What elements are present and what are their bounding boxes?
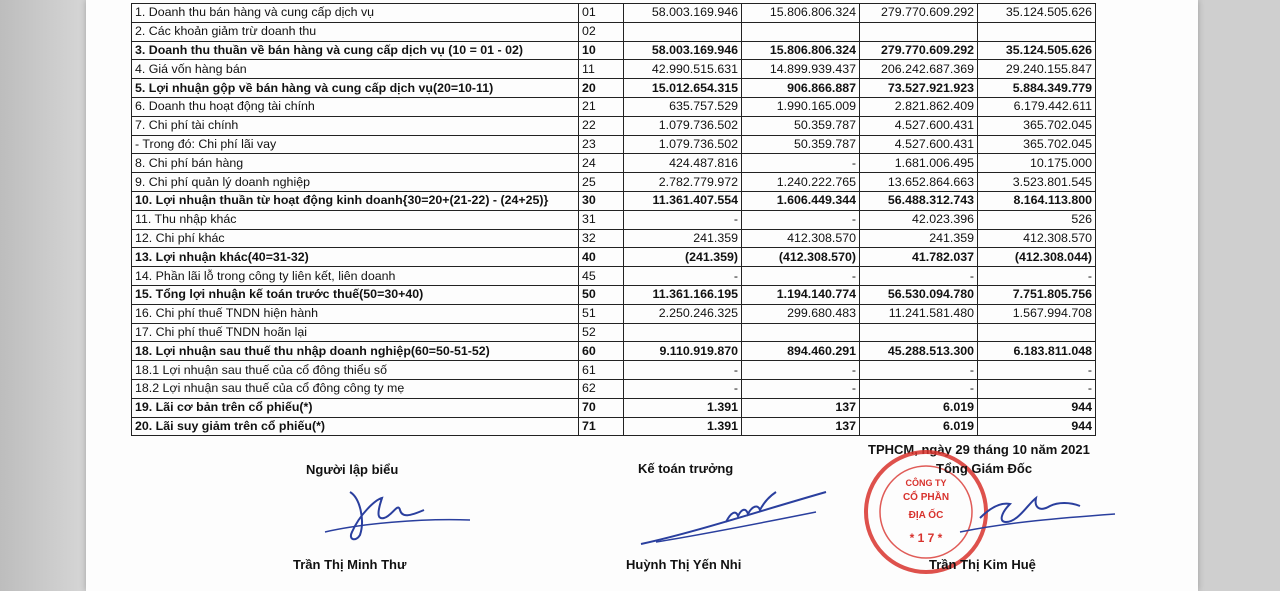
row-value-3 bbox=[860, 323, 978, 342]
preparer-title: Người lập biểu bbox=[306, 462, 399, 477]
row-code: 61 bbox=[579, 361, 624, 380]
row-value-1: 635.757.529 bbox=[624, 97, 742, 116]
row-value-4: 29.240.155.847 bbox=[978, 60, 1096, 79]
row-value-4: 3.523.801.545 bbox=[978, 173, 1096, 192]
row-value-3: 13.652.864.663 bbox=[860, 173, 978, 192]
row-name: 12. Chi phí khác bbox=[132, 229, 579, 248]
row-value-3: 206.242.687.369 bbox=[860, 60, 978, 79]
row-value-2: 894.460.291 bbox=[742, 342, 860, 361]
row-code: 45 bbox=[579, 267, 624, 286]
row-value-2: (412.308.570) bbox=[742, 248, 860, 267]
table-row bbox=[132, 60, 1096, 79]
row-code: 20 bbox=[579, 79, 624, 98]
row-name: 16. Chi phí thuế TNDN hiện hành bbox=[132, 304, 579, 323]
row-value-3: 41.782.037 bbox=[860, 248, 978, 267]
table-row bbox=[132, 229, 1096, 248]
row-value-4: - bbox=[978, 379, 1096, 398]
row-value-3: 42.023.396 bbox=[860, 210, 978, 229]
row-value-3: 73.527.921.923 bbox=[860, 79, 978, 98]
row-name: 4. Giá vốn hàng bán bbox=[132, 60, 579, 79]
director-signature bbox=[940, 478, 1120, 548]
preparer-signature bbox=[320, 480, 480, 550]
row-name: 15. Tổng lợi nhuận kế toán trước thuế(50=30+40) bbox=[132, 285, 579, 304]
row-code: 60 bbox=[579, 342, 624, 361]
row-value-1: 424.487.816 bbox=[624, 154, 742, 173]
row-value-1: 15.012.654.315 bbox=[624, 79, 742, 98]
row-code: 50 bbox=[579, 285, 624, 304]
director-name: Trần Thị Kim Huệ bbox=[929, 557, 1036, 572]
row-value-4: - bbox=[978, 361, 1096, 380]
row-value-1: 2.782.779.972 bbox=[624, 173, 742, 192]
row-name: 9. Chi phí quản lý doanh nghiệp bbox=[132, 173, 579, 192]
row-name: 18. Lợi nhuận sau thuế thu nhập doanh nghiệp(60=50-51-52) bbox=[132, 342, 579, 361]
row-value-3: 6.019 bbox=[860, 417, 978, 436]
row-value-4: 6.179.442.611 bbox=[978, 97, 1096, 116]
row-value-4: 5.884.349.779 bbox=[978, 79, 1096, 98]
row-value-2 bbox=[742, 323, 860, 342]
row-code: 40 bbox=[579, 248, 624, 267]
row-value-2: 299.680.483 bbox=[742, 304, 860, 323]
row-name: - Trong đó: Chi phí lãi vay bbox=[132, 135, 579, 154]
row-value-3: 56.488.312.743 bbox=[860, 191, 978, 210]
row-value-1: 2.250.246.325 bbox=[624, 304, 742, 323]
table-row bbox=[132, 361, 1096, 380]
preparer-name: Trần Thị Minh Thư bbox=[293, 557, 407, 572]
row-value-4: - bbox=[978, 267, 1096, 286]
row-name: 17. Chi phí thuế TNDN hoãn lại bbox=[132, 323, 579, 342]
row-value-3: 279.770.609.292 bbox=[860, 41, 978, 60]
table-row bbox=[132, 4, 1096, 23]
row-value-3 bbox=[860, 22, 978, 41]
row-value-3: 4.527.600.431 bbox=[860, 135, 978, 154]
row-value-3: - bbox=[860, 267, 978, 286]
table-row bbox=[132, 79, 1096, 98]
row-name: 5. Lợi nhuận gộp về bán hàng và cung cấp dịch vụ(20=10-11) bbox=[132, 79, 579, 98]
row-value-2: 1.194.140.774 bbox=[742, 285, 860, 304]
row-value-3: - bbox=[860, 361, 978, 380]
row-value-4: 526 bbox=[978, 210, 1096, 229]
row-code: 21 bbox=[579, 97, 624, 116]
row-code: 51 bbox=[579, 304, 624, 323]
row-value-2: 137 bbox=[742, 417, 860, 436]
row-value-2: - bbox=[742, 267, 860, 286]
row-name: 11. Thu nhập khác bbox=[132, 210, 579, 229]
row-value-2: 50.359.787 bbox=[742, 135, 860, 154]
row-value-3: 241.359 bbox=[860, 229, 978, 248]
table-row bbox=[132, 248, 1096, 267]
row-value-1: 241.359 bbox=[624, 229, 742, 248]
row-value-1: 11.361.407.554 bbox=[624, 191, 742, 210]
row-code: 62 bbox=[579, 379, 624, 398]
row-value-1: 9.110.919.870 bbox=[624, 342, 742, 361]
row-value-1: 1.391 bbox=[624, 398, 742, 417]
table-row bbox=[132, 304, 1096, 323]
row-value-2: 906.866.887 bbox=[742, 79, 860, 98]
row-value-2: 1.606.449.344 bbox=[742, 191, 860, 210]
table-row bbox=[132, 398, 1096, 417]
row-value-1: 58.003.169.946 bbox=[624, 41, 742, 60]
row-code: 25 bbox=[579, 173, 624, 192]
row-value-2: 1.240.222.765 bbox=[742, 173, 860, 192]
row-code: 02 bbox=[579, 22, 624, 41]
row-code: 01 bbox=[579, 4, 624, 23]
row-value-3: 6.019 bbox=[860, 398, 978, 417]
row-value-1 bbox=[624, 22, 742, 41]
row-code: 31 bbox=[579, 210, 624, 229]
row-code: 23 bbox=[579, 135, 624, 154]
table-row bbox=[132, 22, 1096, 41]
row-value-2: 50.359.787 bbox=[742, 116, 860, 135]
row-name: 18.2 Lợi nhuận sau thuế của cổ đông công ty mẹ bbox=[132, 379, 579, 398]
svg-text:* 1 7 *: * 1 7 * bbox=[909, 531, 943, 545]
row-name: 14. Phần lãi lỗ trong công ty liên kết, liên doanh bbox=[132, 267, 579, 286]
row-value-1: 1.391 bbox=[624, 417, 742, 436]
table-row bbox=[132, 323, 1096, 342]
row-value-2: - bbox=[742, 210, 860, 229]
row-code: 10 bbox=[579, 41, 624, 60]
row-value-2: 15.806.806.324 bbox=[742, 4, 860, 23]
row-name: 8. Chi phí bán hàng bbox=[132, 154, 579, 173]
row-value-4: 944 bbox=[978, 417, 1096, 436]
income-statement-table bbox=[131, 3, 1096, 436]
director-title: Tổng Giám Đốc bbox=[936, 461, 1033, 476]
row-value-1: 42.990.515.631 bbox=[624, 60, 742, 79]
accountant-signature bbox=[636, 482, 836, 552]
table-row bbox=[132, 135, 1096, 154]
row-code: 70 bbox=[579, 398, 624, 417]
table-row bbox=[132, 210, 1096, 229]
row-value-4: 6.183.811.048 bbox=[978, 342, 1096, 361]
row-code: 30 bbox=[579, 191, 624, 210]
row-value-3: 4.527.600.431 bbox=[860, 116, 978, 135]
row-name: 6. Doanh thu hoạt động tài chính bbox=[132, 97, 579, 116]
row-code: 52 bbox=[579, 323, 624, 342]
row-value-1: - bbox=[624, 267, 742, 286]
row-code: 32 bbox=[579, 229, 624, 248]
table-row bbox=[132, 379, 1096, 398]
row-value-1: - bbox=[624, 210, 742, 229]
accountant-name: Huỳnh Thị Yến Nhi bbox=[626, 557, 742, 572]
row-value-3: 279.770.609.292 bbox=[860, 4, 978, 23]
row-name: 18.1 Lợi nhuận sau thuế của cổ đông thiểu số bbox=[132, 361, 579, 380]
row-value-2: - bbox=[742, 154, 860, 173]
table-row bbox=[132, 191, 1096, 210]
row-value-4: 7.751.805.756 bbox=[978, 285, 1096, 304]
row-value-4: 944 bbox=[978, 398, 1096, 417]
row-value-4 bbox=[978, 22, 1096, 41]
row-value-4: 412.308.570 bbox=[978, 229, 1096, 248]
row-code: 11 bbox=[579, 60, 624, 79]
row-value-1: 1.079.736.502 bbox=[624, 116, 742, 135]
table-row bbox=[132, 173, 1096, 192]
row-value-1: 1.079.736.502 bbox=[624, 135, 742, 154]
date-line: TPHCM, ngày 29 tháng 10 năm 2021 bbox=[868, 442, 1090, 457]
page-edge-shadow bbox=[0, 0, 86, 591]
table-row bbox=[132, 116, 1096, 135]
row-value-2: 412.308.570 bbox=[742, 229, 860, 248]
table-row bbox=[132, 417, 1096, 436]
row-value-4: 365.702.045 bbox=[978, 116, 1096, 135]
table-row bbox=[132, 97, 1096, 116]
row-value-3: 2.821.862.409 bbox=[860, 97, 978, 116]
row-value-1: - bbox=[624, 379, 742, 398]
row-value-3: - bbox=[860, 379, 978, 398]
table-row bbox=[132, 267, 1096, 286]
row-value-4: 35.124.505.626 bbox=[978, 4, 1096, 23]
row-code: 24 bbox=[579, 154, 624, 173]
row-value-1 bbox=[624, 323, 742, 342]
row-value-2: 14.899.939.437 bbox=[742, 60, 860, 79]
row-value-2: 15.806.806.324 bbox=[742, 41, 860, 60]
row-name: 1. Doanh thu bán hàng và cung cấp dịch vụ bbox=[132, 4, 579, 23]
row-value-4: 35.124.505.626 bbox=[978, 41, 1096, 60]
row-value-4: (412.308.044) bbox=[978, 248, 1096, 267]
row-name: 19. Lãi cơ bản trên cổ phiếu(*) bbox=[132, 398, 579, 417]
stamp-text-3: ĐỊA ỐC bbox=[908, 510, 944, 521]
row-value-2 bbox=[742, 22, 860, 41]
row-value-2: 1.990.165.009 bbox=[742, 97, 860, 116]
table-row bbox=[132, 41, 1096, 60]
row-value-1: 58.003.169.946 bbox=[624, 4, 742, 23]
table-row bbox=[132, 285, 1096, 304]
row-name: 10. Lợi nhuận thuần từ hoạt động kinh doanh{30=20+(21-22) - (24+25)} bbox=[132, 191, 579, 210]
stamp-text-2: CỔ PHẦN bbox=[902, 492, 950, 503]
row-value-4 bbox=[978, 323, 1096, 342]
table-row bbox=[132, 342, 1096, 361]
stamp-text-1: CÔNG TY bbox=[905, 478, 947, 488]
row-name: 2. Các khoản giảm trừ doanh thu bbox=[132, 22, 579, 41]
row-value-2: 137 bbox=[742, 398, 860, 417]
row-value-3: 56.530.094.780 bbox=[860, 285, 978, 304]
row-value-2: - bbox=[742, 379, 860, 398]
row-value-1: (241.359) bbox=[624, 248, 742, 267]
row-name: 20. Lãi suy giảm trên cổ phiếu(*) bbox=[132, 417, 579, 436]
row-value-4: 365.702.045 bbox=[978, 135, 1096, 154]
table-row bbox=[132, 154, 1096, 173]
row-code: 71 bbox=[579, 417, 624, 436]
row-value-3: 1.681.006.495 bbox=[860, 154, 978, 173]
row-value-1: - bbox=[624, 361, 742, 380]
accountant-title: Kế toán trưởng bbox=[638, 461, 734, 476]
row-value-1: 11.361.166.195 bbox=[624, 285, 742, 304]
row-name: 13. Lợi nhuận khác(40=31-32) bbox=[132, 248, 579, 267]
row-value-4: 8.164.113.800 bbox=[978, 191, 1096, 210]
row-value-4: 1.567.994.708 bbox=[978, 304, 1096, 323]
row-code: 22 bbox=[579, 116, 624, 135]
row-value-2: - bbox=[742, 361, 860, 380]
row-name: 7. Chi phí tài chính bbox=[132, 116, 579, 135]
row-value-3: 11.241.581.480 bbox=[860, 304, 978, 323]
row-value-4: 10.175.000 bbox=[978, 154, 1096, 173]
row-name: 3. Doanh thu thuần về bán hàng và cung cấp dịch vụ (10 = 01 - 02) bbox=[132, 41, 579, 60]
row-value-3: 45.288.513.300 bbox=[860, 342, 978, 361]
